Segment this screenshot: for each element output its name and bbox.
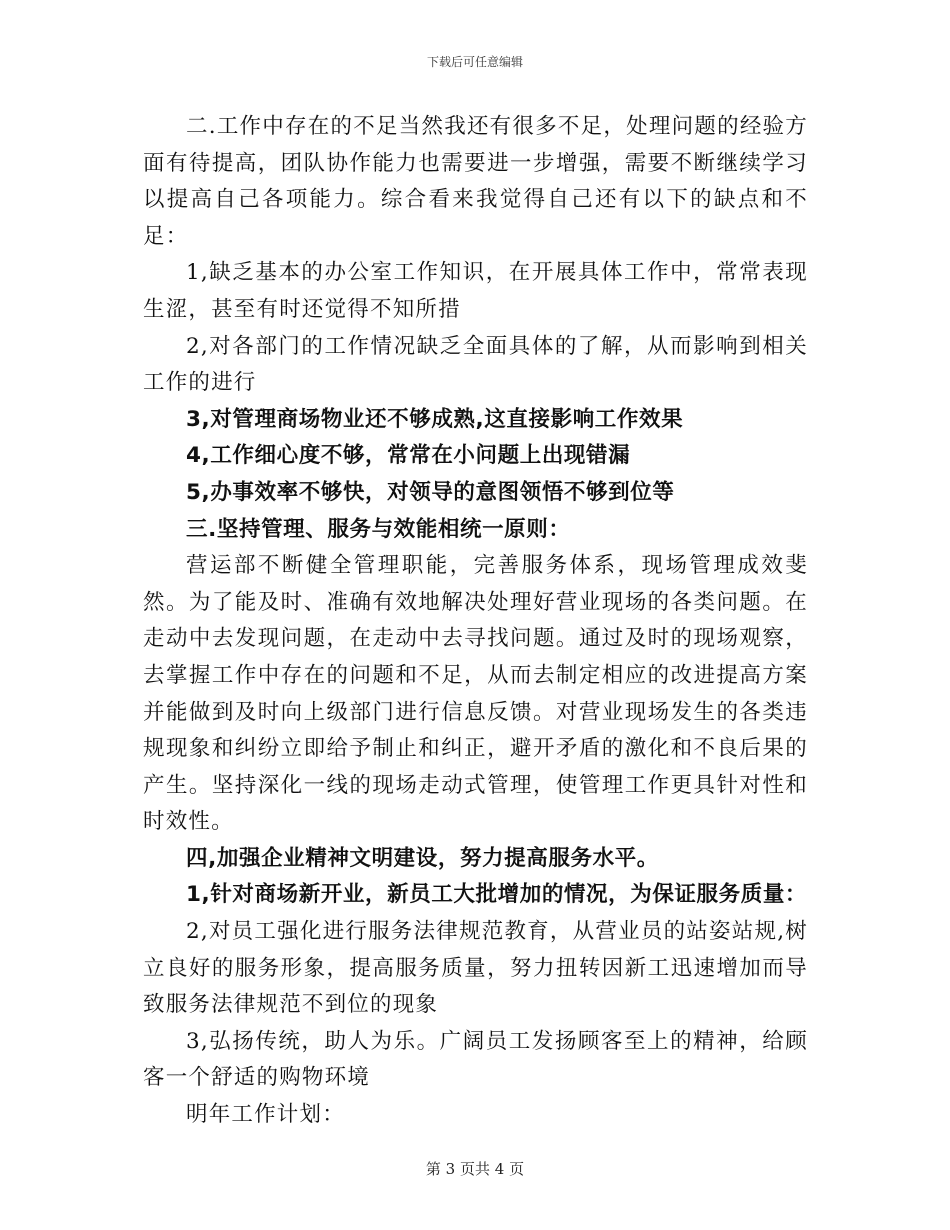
- paragraph-service-1: 1,针对商场新开业，新员工大批增加的情况，为保证服务质量：: [186, 882, 808, 908]
- paragraph-shortcomings-intro: 二.工作中存在的不足当然我还有很多不足，处理问题的经验方面有待提高，团队协作能力也需要进一步增强，需要不断继续学习以提高自己各项能力。综合看来我觉得自己还有以下的缺点和不足：: [143, 114, 808, 249]
- paragraph-service-3: 3,弘扬传统，助人为乐。广阔员工发扬顾客至上的精神，给顾客一个舒适的购物环境: [143, 1028, 808, 1091]
- page-header: 下载后可任意编辑: [426, 55, 523, 69]
- paragraph-service-2: 2,对员工强化进行服务法律规范教育，从营业员的站姿站规,树立良好的服务形象，提高服务质量，努力扭转因新工迅速增加而导致服务法律规范不到位的现象: [143, 919, 808, 1018]
- section-heading-3: 三.坚持管理、服务与效能相统一原则：: [186, 516, 571, 542]
- paragraph-shortcoming-3: 3,对管理商场物业还不够成熟,这直接影响工作效果: [186, 406, 684, 432]
- paragraph-next-year-plan: 明年工作计划：: [186, 1102, 345, 1128]
- paragraph-shortcoming-2: 2,对各部门的工作情况缺乏全面具体的了解，从而影响到相关工作的进行: [143, 333, 808, 396]
- section-heading-4: 四,加强企业精神文明建设，努力提高服务水平。: [186, 845, 659, 871]
- paragraph-management-principle: 营运部不断健全管理职能，完善服务体系，现场管理成效斐然。为了能及时、准确有效地解决处理好营业现场的各类问题。在走动中去发现问题，在走动中去寻找问题。通过及时的现场观察，去掌握工作中存在的问题和不足，从而去制定相应的改进提高方案并能做到及时向上级部门进行信息反馈。对营业现场发生的各类违规现象和纠纷立即给予制止和纠正，避开矛盾的激化和不良后果的产生。坚持深化一线的现场走动式管理，使管理工作更具针对性和时效性。: [143, 553, 808, 835]
- paragraph-shortcoming-5: 5,办事效率不够快，对领导的意图领悟不够到位等: [186, 479, 675, 505]
- document-body: [143, 109, 808, 1134]
- paragraph-shortcoming-1: 1,缺乏基本的办公室工作知识，在开展具体工作中，常常表现生涩，甚至有时还觉得不知所措: [143, 260, 808, 322]
- paragraph-shortcoming-4: 4,工作细心度不够，常常在小问题上出现错漏: [186, 443, 631, 469]
- page-footer: 第 3 页共 4 页: [425, 1160, 525, 1178]
